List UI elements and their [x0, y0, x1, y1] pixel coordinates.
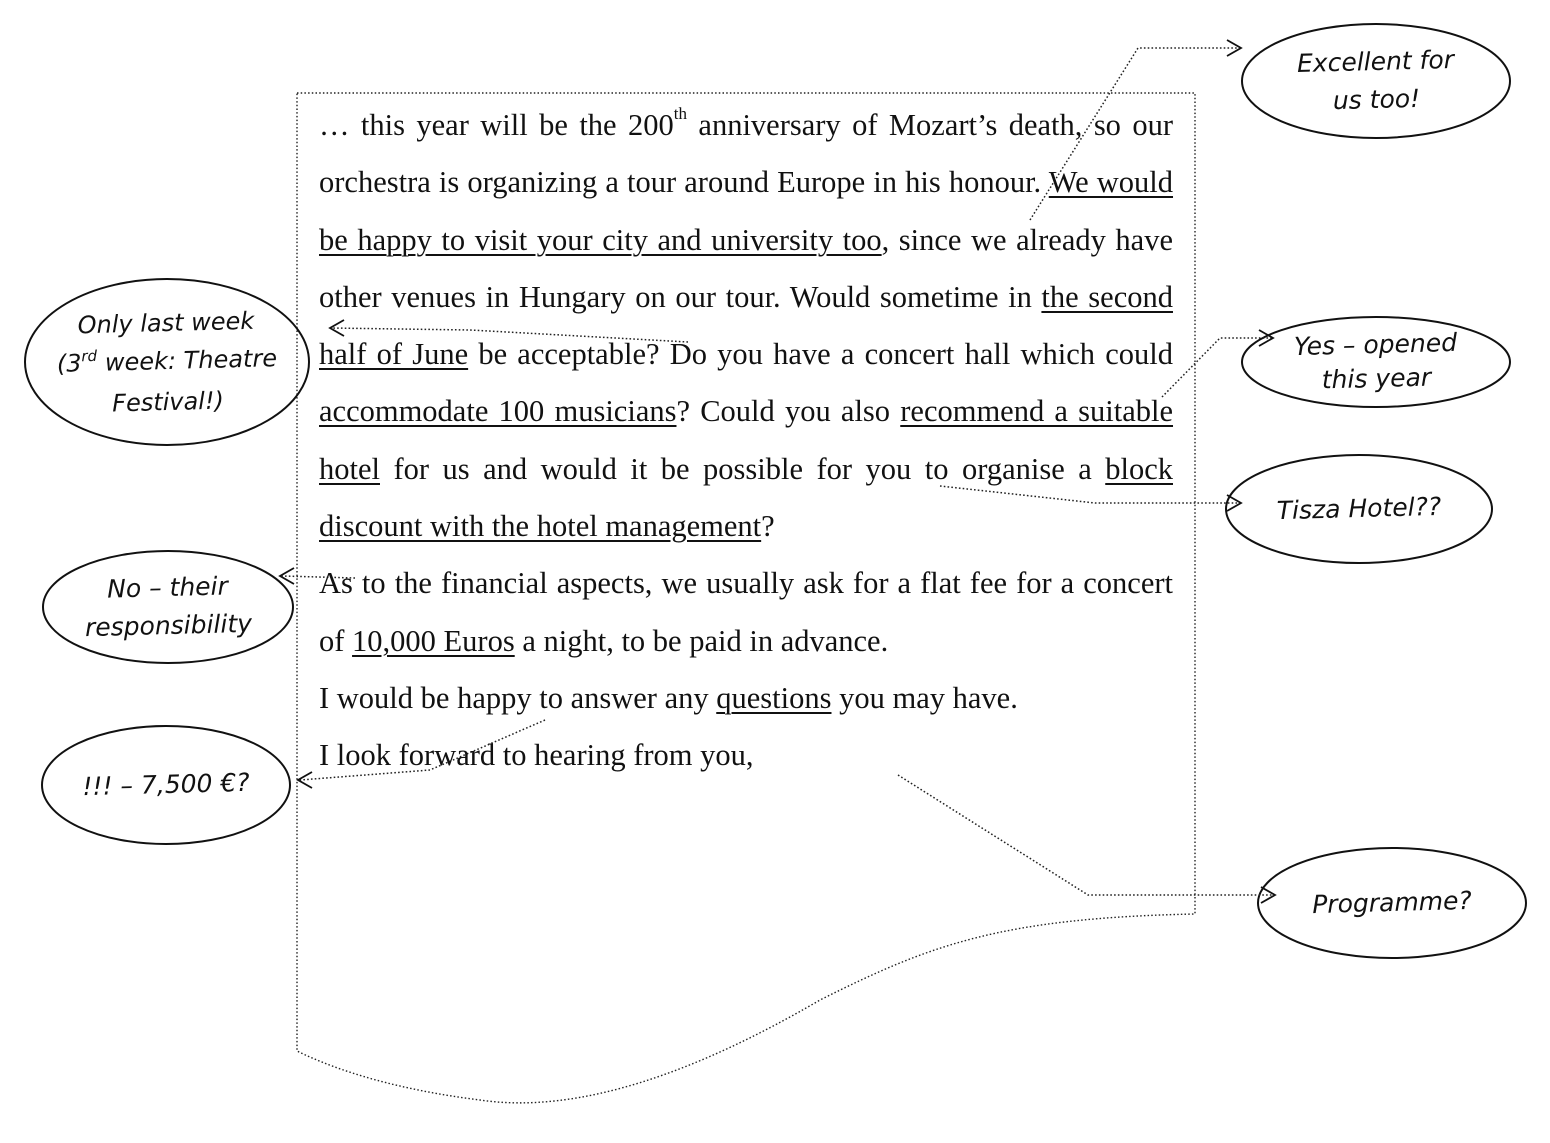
letter-text: I look forward to hearing from you,: [319, 738, 754, 773]
note-text: us too!: [1332, 83, 1421, 116]
note-june: [25, 276, 309, 447]
underlined-fee-amount: 10,000 Euros: [352, 623, 515, 658]
letter-text: for us and would it be possible for you to organise a: [380, 451, 1106, 486]
letter-text: As to the financial aspects, we usually ask for a flat fee for a concert of: [319, 566, 1173, 658]
underlined-visit-city: We would be happy to visit your city and university too: [319, 165, 1174, 257]
note-text: this year: [1321, 362, 1432, 395]
note-discount: [45, 548, 292, 666]
underlined-accommodate-musicians: accommodate 100 musicians: [319, 394, 677, 429]
note-text: No – their: [106, 571, 229, 604]
underlined-recommend-hotel: recommend a suitable hotel: [319, 394, 1174, 486]
letter-text: … this year will be the 200: [319, 108, 674, 142]
letter-text: anniversary of Mozart’s death, so our orchestra is organizing a tour around Europe in his honour.: [319, 108, 1174, 200]
note-text: week: Theatre: [96, 343, 278, 377]
ordinal-superscript: rd: [81, 346, 98, 365]
letter-text: I would be happy to answer any: [319, 680, 717, 715]
note-concert-hall: [1245, 315, 1507, 410]
note-text: Festival!): [111, 386, 225, 417]
ordinal-superscript: th: [673, 103, 687, 123]
note-text: Tisza Hotel??: [1276, 491, 1442, 526]
letter-text: be acceptable? Do you have a concert hall which could: [468, 337, 1173, 372]
note-text: Excellent for: [1296, 44, 1455, 79]
underlined-questions: questions: [716, 680, 832, 715]
note-text: !!! – 7,500 €?: [82, 767, 250, 802]
connector-questions: [898, 775, 1273, 895]
note-questions: [1259, 845, 1526, 962]
underlined-block-discount: block discount with the hotel management: [319, 451, 1173, 544]
letter-paragraph-questions: [319, 670, 1173, 727]
underlined-second-half-june: the second half of June: [319, 279, 1173, 372]
note-text: Programme?: [1311, 885, 1473, 920]
note-text: (3: [56, 348, 82, 378]
note-text: Only last week: [77, 306, 255, 339]
note-excellent: [1245, 21, 1508, 142]
letter-text: , since we already have other venues in Hungary on our tour. Would sometime in: [319, 222, 1173, 314]
letter-text: you may have.: [831, 680, 1018, 715]
note-text: responsibility: [84, 608, 253, 643]
letter-excerpt: [319, 97, 1173, 785]
letter-paragraph-fee: [319, 555, 1173, 670]
note-fee: [43, 724, 290, 846]
note-text: Yes – opened: [1293, 327, 1458, 362]
letter-text: a night, to be paid in advance.: [514, 623, 889, 658]
note-hotel: [1228, 453, 1491, 566]
letter-text: ? Could you also: [676, 394, 901, 429]
letter-paragraph-request: [319, 97, 1173, 555]
letter-text: ?: [761, 509, 775, 544]
letter-paragraph-closing: [319, 727, 1173, 784]
